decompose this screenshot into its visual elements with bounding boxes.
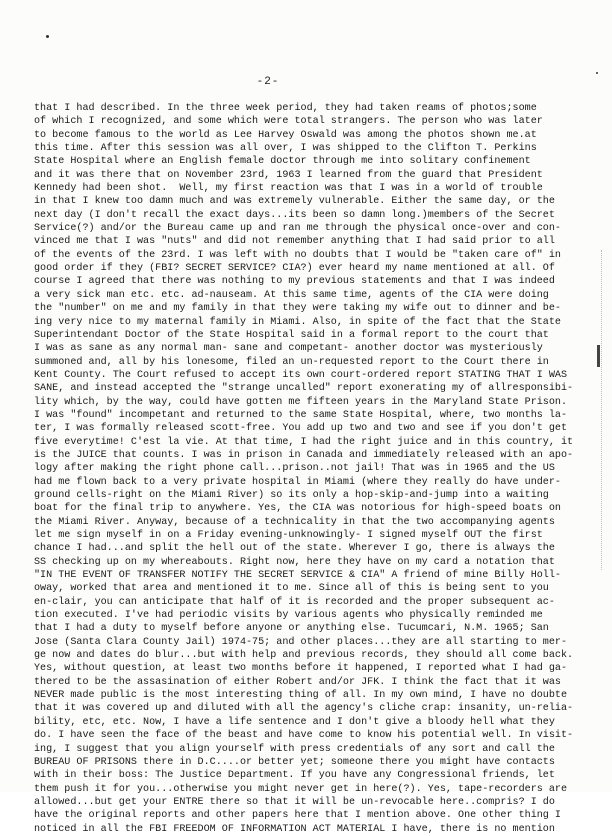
text-line: Kent County. The Court refused to accept its own court-ordered report STATING THAT I WAS (34, 369, 568, 381)
text-line: bility, etc, etc. Now, I have a life sentence and I don't give a bloody hell what they (34, 716, 555, 728)
text-line: Yes, without question, at least two months before it happened, I reported what I had ga- (34, 663, 568, 675)
text-line: Kennedy had been shot. Well, my first reaction was that I was in a world of trouble (34, 183, 543, 195)
text-line: boat for the final trip to anywhere. Yes, the CIA was notorious for high-speed boats on (34, 503, 561, 515)
text-line: "IN THE EVENT OF TRANSFER NOTIFY THE SECRET SERVICE & CIA" A friend of mine Billy Holl- (34, 570, 561, 582)
text-line: ing very nice to my maternal family in Miami. Also, in spite of the fact that the State (34, 316, 561, 328)
text-line: Service(?) and/or the Bureau came up and ran me through the physical once-over and con- (34, 223, 561, 235)
text-line: tion executed. I've had periodic visits by various agents who physically reminded me (34, 610, 543, 622)
text-line: with in their boss: The Justice Department. If you have any Congressional friends, let (34, 770, 555, 782)
text-line: SANE, and instead accepted the "strange uncalled" report exonerating my of allresponsibi- (34, 383, 574, 395)
text-line: allowed...but get your ENTRE there so that it will be un-revocable here..compris? I do (34, 796, 555, 808)
text-line: this time. After this session was all over, I was shipped to the Clifton T. Perkins (34, 143, 537, 155)
text-line: them push it for you...otherwise you might never get in here(?). Yes, tape-recorders are (34, 783, 568, 795)
text-line: have the original reports and other papers here that I mention above. One other thing I (34, 810, 561, 822)
text-line: of the events of the 23rd. I was left with no doubts that I would be "taken care of" in (34, 249, 561, 261)
text-line: a very sick man etc. etc. ad-nauseam. At this same time, agents of the CIA were doing (34, 289, 549, 301)
text-line: ge now and dates do blur...but with help and previous records, they should all come back. (34, 650, 574, 662)
text-line: of which I recognized, and some which were total strangers. The person who was later (34, 116, 543, 128)
text-line: logy after making the right phone call...prison..not jail! That was in 1965 and the US (34, 463, 555, 475)
text-line: let me sign myself in on a Friday evening-unknowingly- I signed myself OUT the first (34, 530, 543, 541)
text-line: ing, I suggest that you align yourself with press credentials of any sort and call the (34, 743, 555, 755)
text-line: ter, I was formally released scott-free. You add up two and two and see if you don't get (34, 423, 568, 435)
text-line: that I had described. In the three week period, they had taken reams of photos;some (34, 103, 537, 114)
text-line: lity which, by the way, could have gotten me fifteen years in the Maryland State Prison. (34, 396, 568, 408)
margin-mark (597, 345, 600, 367)
text-line: that it was covered up and diluted with all the agency's cliche crap: insanity, un-relia- (34, 703, 574, 715)
text-line: good order if they (FBI? SECRET SERVICE? CIA?) ever heard my name mentioned at all. Of (34, 263, 555, 275)
text-line: do. I have seen the face of the beast and have come to know his potential well. In visit- (34, 730, 574, 742)
text-line: chance I had...and split the hell out of the state. Wherever I go, there is always the (34, 543, 555, 555)
text-line: State Hospital where an English female doctor through me into solitary confinement (34, 156, 531, 168)
text-line: Superintendant Doctor of the State Hospital said in a formal report to the court that (34, 329, 549, 341)
text-line: in that I knew too damn much and was extremely vulnerable. Either the same day, or the (34, 196, 555, 208)
letter-body (34, 102, 608, 835)
text-line: had me flown back to a very private hospital in Miami (where they really do have under- (34, 476, 561, 488)
text-line: next day (I don't recall the exact days...its been so damn long.)members of the Secret (34, 209, 555, 221)
text-line: noticed in all the FBI FREEDOM OF INFORMATION ACT MATERIAL I have, there is no mention (34, 823, 555, 835)
text-line: the Miami River. Anyway, because of a technicality in that the two accompanying agents (34, 516, 555, 528)
text-line: summoned and, all by his lonesome, filed an un-requested report to the Court there in (34, 356, 549, 368)
text-line: thered to be the assasination of either Robert and/or JFK. I think the fact that it was (34, 676, 561, 688)
margin-annotation (601, 250, 610, 570)
text-line: that I had a duty to myself before anyone or anything else. Tucumcari, N.M. 1965; San (34, 623, 549, 635)
text-line: NEVER made public is the most interesting thing of all. In my own mind, I have no doubte (34, 690, 568, 702)
text-line: BUREAU OF PRISONS there in D.C....or better yet; someone there you might have contacts (34, 756, 555, 768)
text-line: SS checking up on my whereabouts. Right now, here they have on my card a notation that (34, 556, 555, 568)
text-line: to become famous to the world as Lee Harvey Oswald was among the photos shown me.at (34, 129, 537, 141)
text-line: I was as sane as any normal man- sane and competant- another doctor was mysteriously (34, 343, 543, 355)
text-line: course I agreed that there was nothing to my previous statements and that I was indeed (34, 276, 555, 288)
scan-speck (46, 35, 49, 38)
text-line: ground cells-right on the Miami River) so its only a hop-skip-and-jump into a waiting (34, 489, 549, 501)
text-line: en-clair, you can anticipate that half of it is recorded and the proper subsequent ac- (34, 596, 555, 608)
text-line: and it was there that on November 23rd, 1963 I learned from the guard that President (34, 169, 543, 181)
text-line: the "number" on me and my family in that they were taking my wife out to dinner and be- (34, 303, 561, 315)
text-line: I was "found" incompetant and returned to the same State Hospital, where, two months la- (34, 409, 568, 421)
text-line: is the JUICE that counts. I was in prison in Canada and immediately released with an apo- (34, 449, 574, 461)
text-line: oway, worked that area and mentioned it to me. Since all of this is being sent to you (34, 583, 549, 595)
text-line: vinced me that I was "nuts" and did not remember anything that I had said prior to all (34, 236, 555, 248)
page-number: -2- (256, 76, 280, 88)
text-line: Jose (Santa Clara County Jail) 1974-75; and other places...they are all starting to mer- (34, 636, 568, 648)
text-line: five everytime! C'est la vie. At that time, I had the right juice and in this country, it (34, 436, 574, 448)
scan-speck (596, 72, 598, 74)
